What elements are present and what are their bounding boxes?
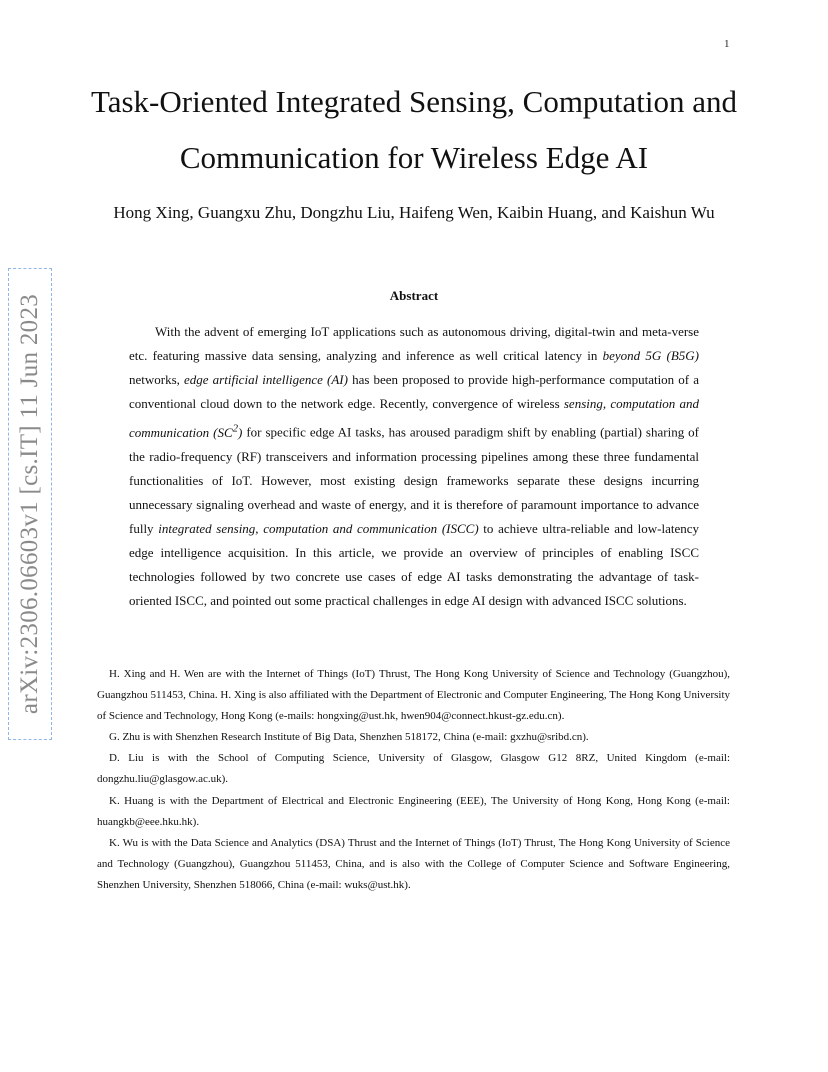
superscript-2: 2 bbox=[232, 422, 239, 435]
abstract-text: to achieve ultra-reliable and low-latency edge intelligence acquisition. In this article, we provide an overview of principles of enabling ISCC technologies followed by two concrete use cases of edge AI tasks demonstrating the advantage of task-oriented ISCC, and pointed out some practical challenges in edge AI design with advanced ISCC solutions. bbox=[129, 521, 699, 609]
arxiv-identifier-stamp bbox=[8, 268, 52, 740]
abstract-emphasis-sc2: sensing, computation and communication $(SC^2)$ bbox=[129, 396, 699, 440]
abstract-text: for specific edge AI tasks, has aroused paradigm shift by enabling (partial) sharing of the radio-frequency (RF) transceivers and information processing pipelines among these three fundamental functionalities of IoT. However, most existing design frameworks separate these designs incurring unnecessary signaling overhead and waste of energy, and it is therefore of paramount importance to advance fully bbox=[129, 424, 699, 537]
arxiv-identifier: arXiv:2306.06603v1 [cs.IT] 11 Jun 2023 bbox=[16, 293, 43, 715]
footnote-huang: K. Huang is with the Department of Electrical and Electronic Engineering (EEE), The University of Hong Kong, Hong Kong (e-mail: huangkb@eee.hku.hk). bbox=[97, 794, 730, 828]
author-list: Hong Xing, Guangxu Zhu, Dongzhu Liu, Haifeng Wen, Kaibin Huang, and Kaishun Wu bbox=[113, 203, 715, 222]
affiliation-footnotes bbox=[97, 664, 730, 896]
paper-title: Task-Oriented Integrated Sensing, Computation and Communication for Wireless Edge AI bbox=[90, 84, 738, 175]
abstract-emphasis-b5g: beyond 5G (B5G) bbox=[602, 348, 699, 364]
abstract-text: has been proposed to provide high-performance computation of a conventional cloud down to the network edge. Recently, convergence of wireless bbox=[129, 372, 699, 412]
footnote-liu: D. Liu is with the School of Computing Science, University of Glasgow, Glasgow G12 8RZ, United Kingdom (e-mail: dongzhu.liu@glasgow.ac.uk). bbox=[97, 752, 730, 786]
abstract-emphasis-edge-ai: edge artificial intelligence (AI) bbox=[184, 372, 348, 388]
footnote-zhu: G. Zhu is with Shenzhen Research Institute of Big Data, Shenzhen 518172, China (e-mail: gxzhu@sribd.cn). bbox=[109, 731, 589, 744]
abstract-body bbox=[129, 320, 699, 613]
abstract-heading: Abstract bbox=[389, 288, 439, 303]
abstract-text: networks, bbox=[129, 372, 185, 388]
abstract-emphasis-iscc: integrated sensing, computation and communication (ISCC) bbox=[158, 521, 479, 537]
abstract-text: With the advent of emerging IoT applications such as autonomous driving, digital-twin and meta-verse etc. featuring massive data sensing, analyzing and inference as well critical latency in bbox=[129, 324, 699, 364]
footnote-wu: K. Wu is with the Data Science and Analytics (DSA) Thrust and the Internet of Things (IoT) Thrust, The Hong Kong University of Science and Technology (Guangzhou), Guangzhou 511453, China, and is also with the College of Computer Science and Software Engineering, Shenzhen University, Shenzhen 518066, China (e-mail: wuks@ust.hk). bbox=[97, 836, 730, 891]
page-number: 1 bbox=[724, 38, 730, 50]
footnote-xing-wen: H. Xing and H. Wen are with the Internet of Things (IoT) Thrust, The Hong Kong University of Science and Technology (Guangzhou), Guangzhou 511453, China. H. Xing is also affiliated with the Department of Electronic and Computer Engineering, The Hong Kong University of Science and Technology, Hong Kong (e-mails: hongxing@ust.hk, hwen904@connect.hkust-gz.edu.cn). bbox=[97, 668, 730, 723]
